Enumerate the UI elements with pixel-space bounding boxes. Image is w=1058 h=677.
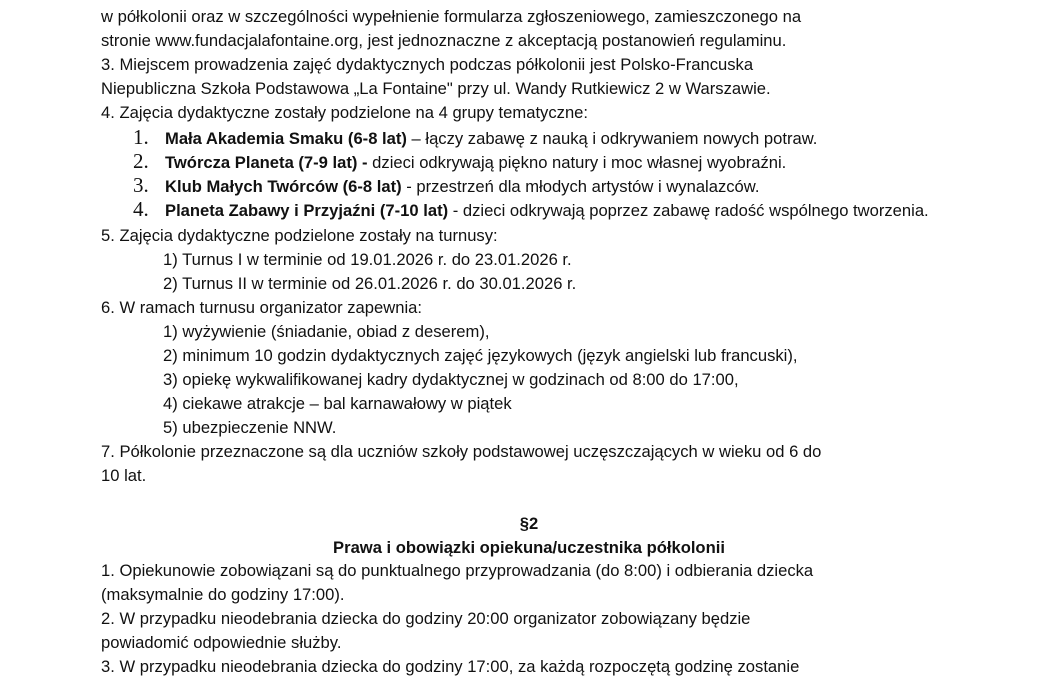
text-line: 4. Zajęcia dydaktyczne zostały podzielone na 4 grupy tematyczne: (101, 103, 589, 122)
group-name: Mała Akademia Smaku (6-8 lat) (165, 129, 407, 148)
list-item (133, 150, 786, 174)
text-line: 3. Miejscem prowadzenia zajęć dydaktycznych podczas półkolonii jest Polsko-Francuska (101, 55, 754, 74)
list-item: 1) Turnus I w terminie od 19.01.2026 r. do 23.01.2026 r. (163, 250, 572, 269)
group-name: Planeta Zabawy i Przyjaźni (7-10 lat) (165, 201, 449, 220)
group-name: Klub Małych Twórców (6-8 lat) (165, 177, 402, 196)
text-line: 2. W przypadku nieodebrania dziecka do godziny 20:00 organizator zobowiązany będzie (101, 609, 751, 628)
text-line: stronie www.fundacjalafontaine.org, jest jednoznaczne z akceptacją postanowień regulaminu. (101, 31, 787, 50)
list-number: 4. (133, 197, 149, 221)
text-line: w półkolonii oraz w szczególności wypełnienie formularza zgłoszeniowego, zamieszczonego na (101, 7, 802, 26)
list-number: 2. (133, 149, 149, 173)
list-item: 3) opiekę wykwalifikowanej kadry dydaktycznej w godzinach od 8:00 do 17:00, (163, 370, 739, 389)
list-item: 1) wyżywienie (śniadanie, obiad z deserem), (163, 322, 490, 341)
text-line: 1. Opiekunowie zobowiązani są do punktualnego przyprowadzania (do 8:00) i odbierania dziecka (101, 561, 814, 580)
group-description: - dzieci odkrywają poprzez zabawę radość wspólnego tworzenia. (448, 201, 929, 220)
list-number: 3. (133, 173, 149, 197)
group-description: – łączy zabawę z nauką i odkrywaniem nowych potraw. (406, 129, 818, 148)
list-item (133, 174, 759, 198)
list-item: 5) ubezpieczenie NNW. (163, 418, 337, 437)
text-line: powiadomić odpowiednie służby. (101, 633, 342, 652)
list-item (133, 198, 929, 222)
text-line: Niepubliczna Szkoła Podstawowa „La Fontaine" przy ul. Wandy Rutkiewicz 2 w Warszawie. (101, 79, 771, 98)
list-item: 2) minimum 10 godzin dydaktycznych zajęć językowych (język angielski lub francuski), (163, 346, 798, 365)
group-description: - przestrzeń dla młodych artystów i wynalazców. (401, 177, 760, 196)
section-title: Prawa i obowiązki opiekuna/uczestnika półkolonii (333, 538, 725, 557)
text-line: 3. W przypadku nieodebrania dziecka do godziny 17:00, za każdą rozpoczętą godzinę zostanie (101, 657, 800, 676)
text-line: 5. Zajęcia dydaktyczne podzielone zostały na turnusy: (101, 226, 498, 245)
list-item: 4) ciekawe atrakcje – bal karnawałowy w piątek (163, 394, 512, 413)
text-line: 6. W ramach turnusu organizator zapewnia: (101, 298, 422, 317)
text-line: 10 lat. (101, 466, 147, 485)
list-number: 1. (133, 125, 149, 149)
group-name: Twórcza Planeta (7-9 lat) - (165, 153, 368, 172)
list-item (133, 126, 817, 150)
section-number: §2 (519, 514, 539, 533)
list-item: 2) Turnus II w terminie od 26.01.2026 r. do 30.01.2026 r. (163, 274, 577, 293)
text-line: (maksymalnie do godziny 17:00). (101, 585, 345, 604)
group-description: dzieci odkrywają piękno natury i moc własnej wyobraźni. (367, 153, 787, 172)
text-line: 7. Półkolonie przeznaczone są dla uczniów szkoły podstawowej uczęszczających w wieku od 6 do (101, 442, 822, 461)
